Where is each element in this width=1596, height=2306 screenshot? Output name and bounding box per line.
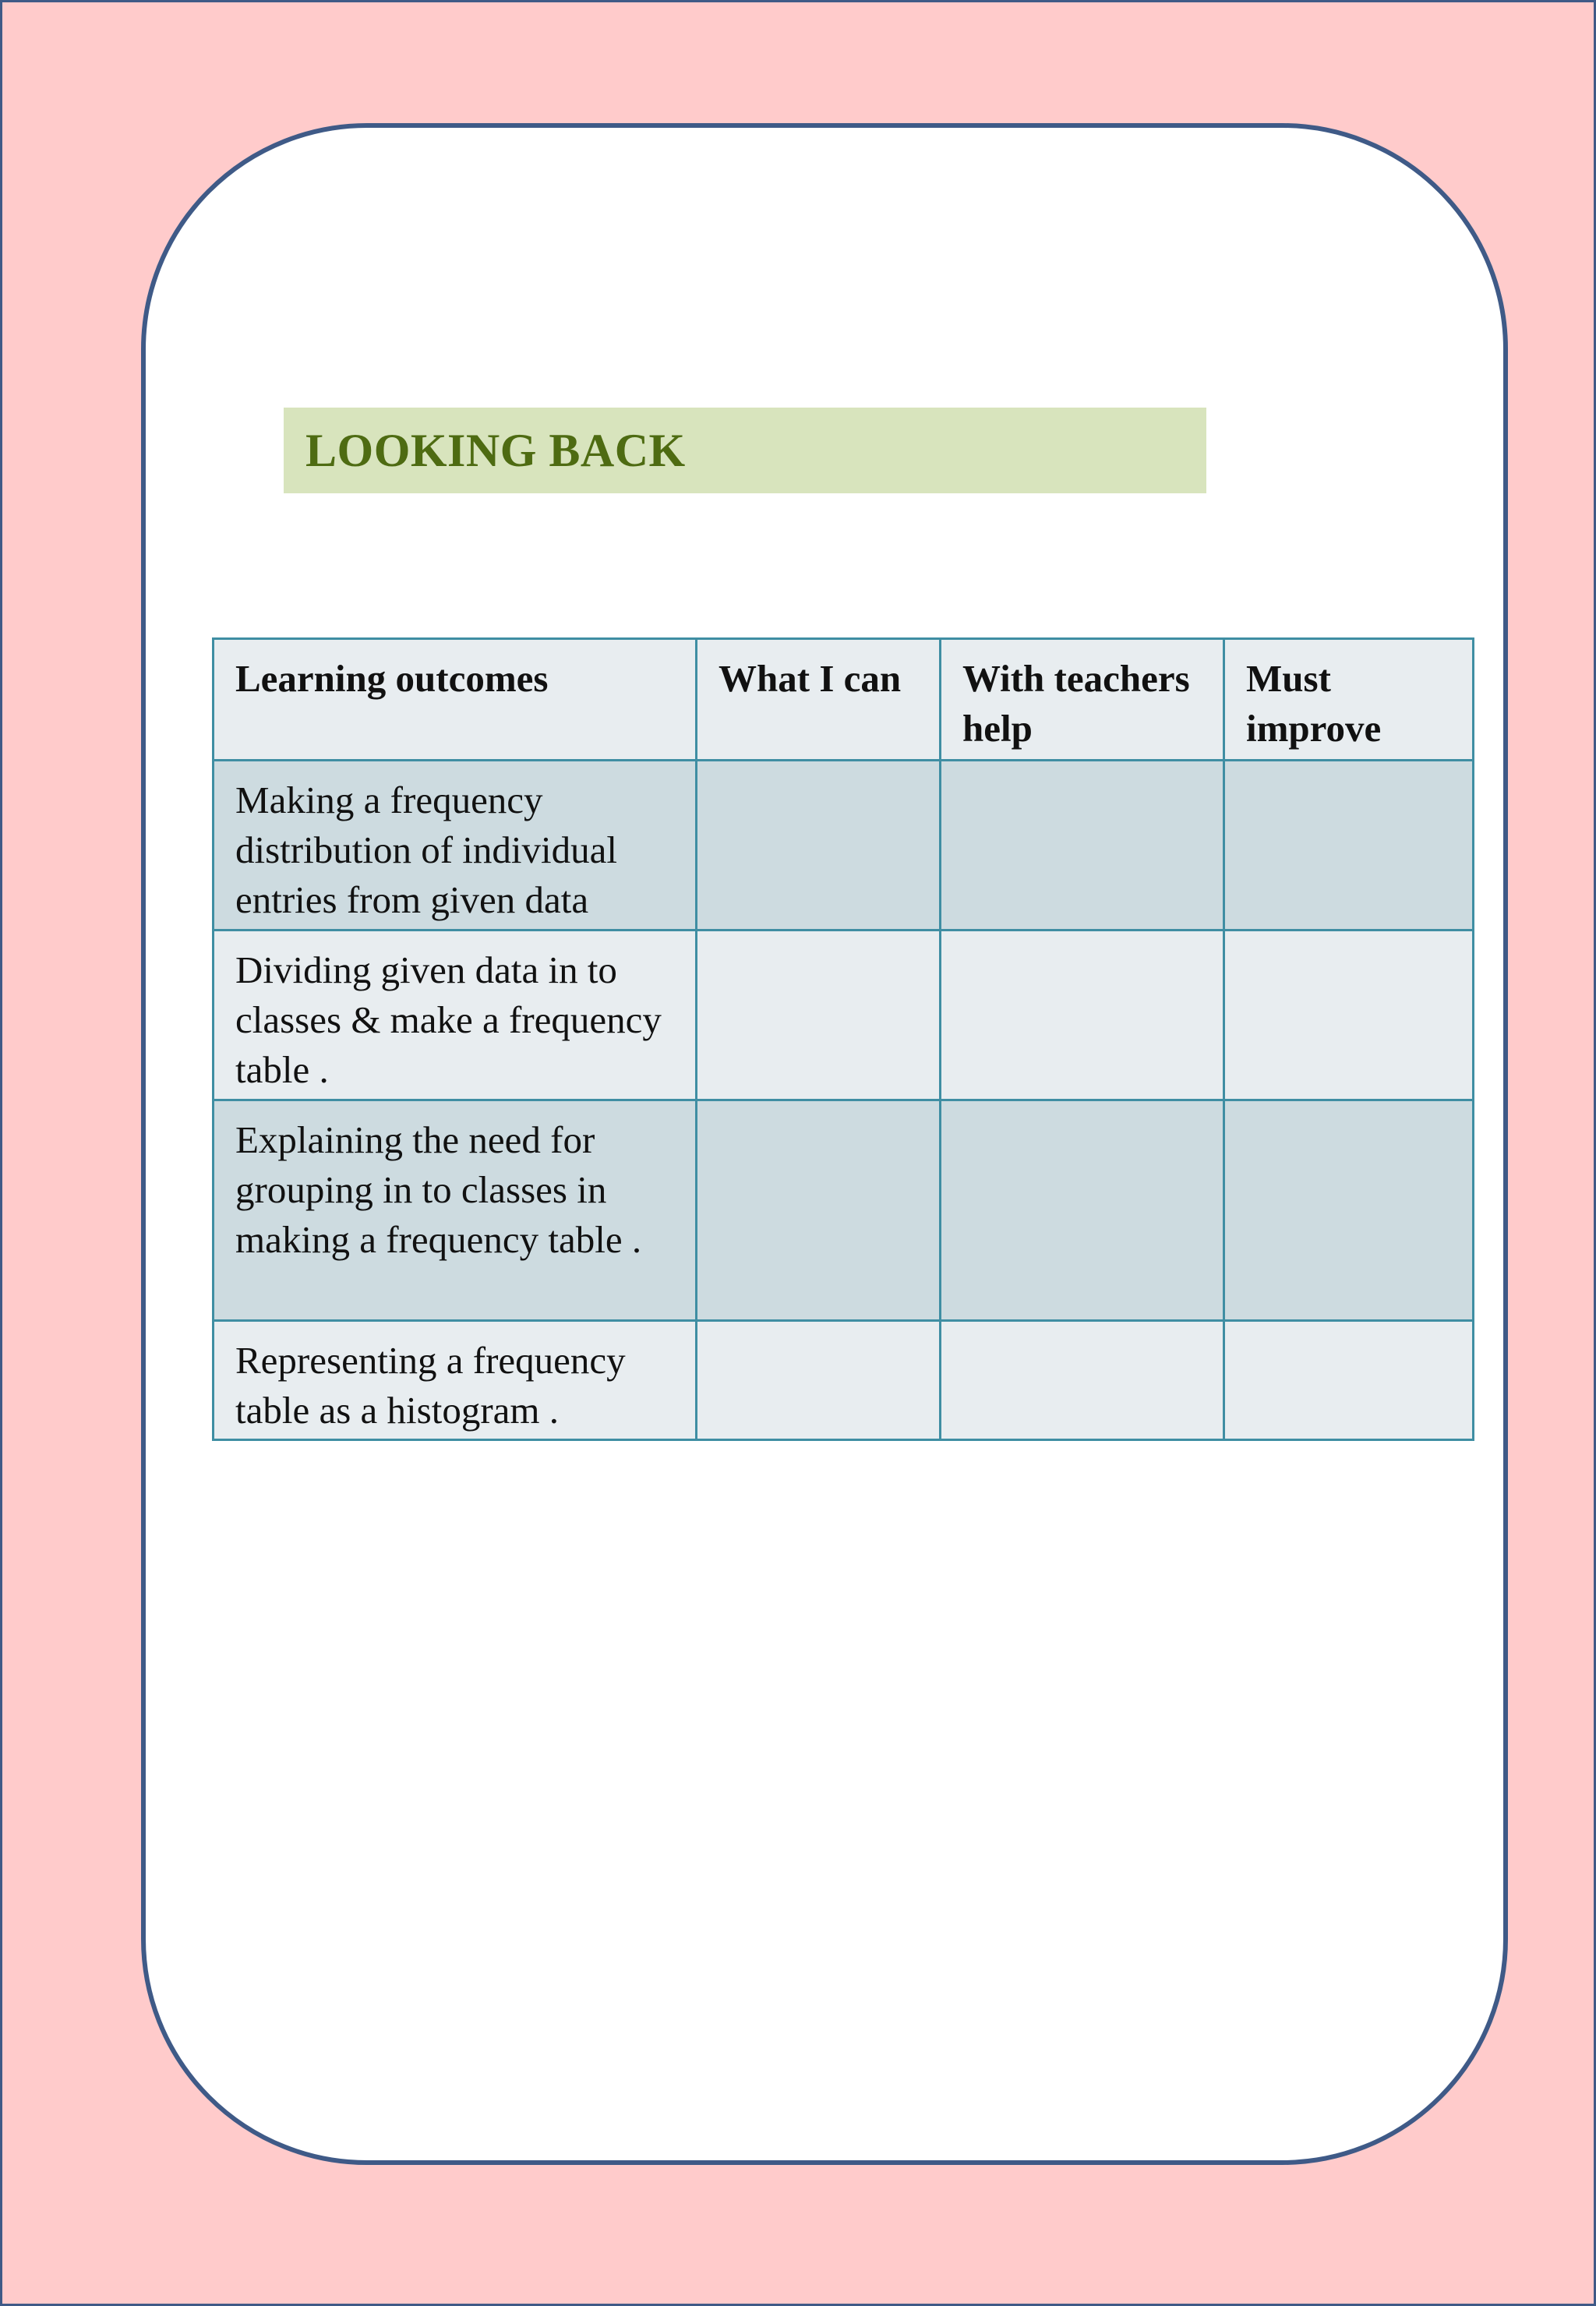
with-teachers-help-cell[interactable] — [941, 761, 1224, 931]
with-teachers-help-cell[interactable] — [941, 1100, 1224, 1321]
must-improve-cell[interactable] — [1224, 931, 1474, 1100]
what-i-can-cell[interactable] — [697, 931, 941, 1100]
must-improve-cell[interactable] — [1224, 1321, 1474, 1440]
with-teachers-help-cell[interactable] — [941, 1321, 1224, 1440]
outcome-cell: Dividing given data in to classes & make a frequency table . — [214, 931, 697, 1100]
outcome-cell: Making a frequency distribution of individual entries from given data — [214, 761, 697, 931]
header-learning-outcomes: Learning outcomes — [214, 639, 697, 761]
header-must-improve: Must improve — [1224, 639, 1474, 761]
with-teachers-help-cell[interactable] — [941, 931, 1224, 1100]
learning-outcomes-table — [212, 637, 1474, 1441]
must-improve-cell[interactable] — [1224, 1100, 1474, 1321]
title-banner — [284, 408, 1206, 493]
must-improve-cell[interactable] — [1224, 761, 1474, 931]
table-row — [214, 1321, 1474, 1440]
table-header-row — [214, 639, 1474, 761]
page-title: LOOKING BACK — [305, 424, 686, 476]
what-i-can-cell[interactable] — [697, 1321, 941, 1440]
outcome-cell: Explaining the need for grouping in to classes in making a frequency table . — [214, 1100, 697, 1321]
header-what-i-can: What I can — [697, 639, 941, 761]
what-i-can-cell[interactable] — [697, 761, 941, 931]
header-with-teachers-help: With teachers help — [941, 639, 1224, 761]
table-row — [214, 761, 1474, 931]
what-i-can-cell[interactable] — [697, 1100, 941, 1321]
table-row — [214, 931, 1474, 1100]
table-row — [214, 1100, 1474, 1321]
outcome-cell: Representing a frequency table as a histogram . — [214, 1321, 697, 1440]
